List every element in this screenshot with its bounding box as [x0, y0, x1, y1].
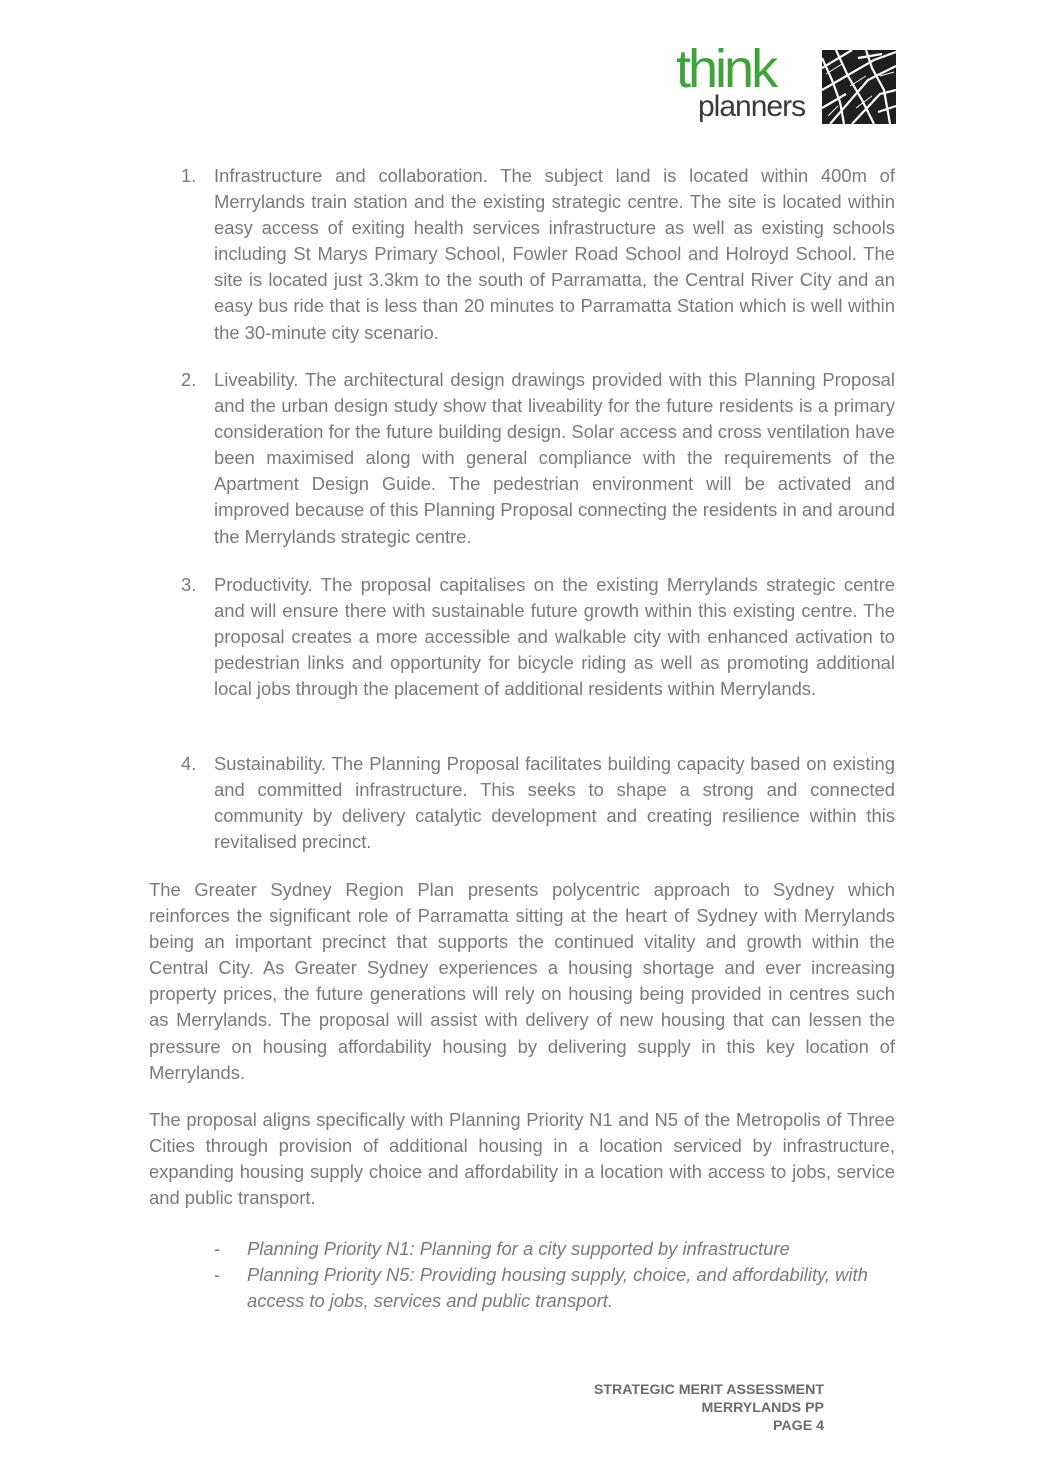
priority-bullet-list [214, 1236, 895, 1314]
page-footer [520, 1381, 824, 1435]
item-number: 2. [181, 369, 197, 390]
list-item [214, 1262, 895, 1314]
list-item [214, 1236, 895, 1262]
logo-think-text: think [676, 39, 776, 99]
numbered-item-4 [181, 751, 895, 855]
logo-street-map-icon [822, 50, 896, 124]
bullet-text: Planning Priority N5: Providing housing supply, choice, and affordability, with access to jobs, services and public transport. [247, 1264, 868, 1312]
footer-page-number: PAGE 4 [773, 1418, 824, 1434]
bullet-dash: - [214, 1264, 221, 1286]
bullet-text: Planning Priority N1: Planning for a city supported by infrastructure [247, 1238, 790, 1259]
item-text: Infrastructure and collaboration. The subject land is located within 400m of Merrylands train station and the existing strategic centre. The site is located within easy access of exiting health services infrastructure as well as existing schools including St Marys Primary School, Fowler Road School and Holroyd School. The site is located just 3.3km to the south of Parramatta, the Central River City and an easy bus ride that is less than 20 minutes to Parramatta Station which is well within the 30-minute city scenario. [214, 165, 895, 343]
numbered-item-2 [181, 367, 895, 550]
bullet-dash: - [214, 1238, 221, 1259]
footer-document-title: STRATEGIC MERIT ASSESSMENT [593, 1382, 824, 1398]
item-number: 1. [181, 165, 197, 186]
body-paragraph-planning-priority: The proposal aligns specifically with Planning Priority N1 and N5 of the Metropolis of Three Cities through provision of additional housing in a location serviced by infrastructure, expanding housing supply choice and affordability in a location with access to jobs, service and public transport. [149, 1109, 895, 1209]
company-logo [676, 39, 898, 130]
item-text: Liveability. The architectural design drawings provided with this Planning Proposal and the urban design study show that liveability for the future residents is a primary consideration for the future building design. Solar access and cross ventilation have been maximised along with general compliance with the requirements of the Apartment Design Guide. The pedestrian environment will be activated and improved because of this Planning Proposal connecting the residents in and around the Merrylands strategic centre. [214, 369, 895, 547]
numbered-item-3 [181, 572, 895, 702]
body-paragraph-region-plan: The Greater Sydney Region Plan presents polycentric approach to Sydney which reinforces the significant role of Parramatta sitting at the heart of Sydney with Merrylands being an important precinct that supports the continued vitality and growth within the Central City. As Greater Sydney experiences a housing shortage and ever increasing property prices, the future generations will rely on housing being provided in centres such as Merrylands. The proposal will assist with delivery of new housing that can lessen the pressure on housing affordability housing by delivering supply in this key location of Merrylands. [149, 879, 895, 1083]
footer-project-name: MERRYLANDS PP [701, 1400, 824, 1416]
item-number: 4. [181, 753, 197, 774]
item-text: Sustainability. The Planning Proposal facilitates building capacity based on existing and committed infrastructure. This seeks to shape a strong and connected community by delivery catalytic development and creating resilience within this revitalised precinct. [214, 753, 895, 853]
numbered-item-1 [181, 163, 895, 346]
item-text: Productivity. The proposal capitalises on the existing Merrylands strategic centre and will ensure there with sustainable future growth within this existing centre. The proposal creates a more accessible and walkable city with enhanced activation to pedestrian links and opportunity for bicycle riding as well as promoting additional local jobs through the placement of additional residents within Merrylands. [214, 574, 895, 700]
item-number: 3. [181, 574, 197, 595]
logo-planners-text: planners [698, 90, 806, 123]
